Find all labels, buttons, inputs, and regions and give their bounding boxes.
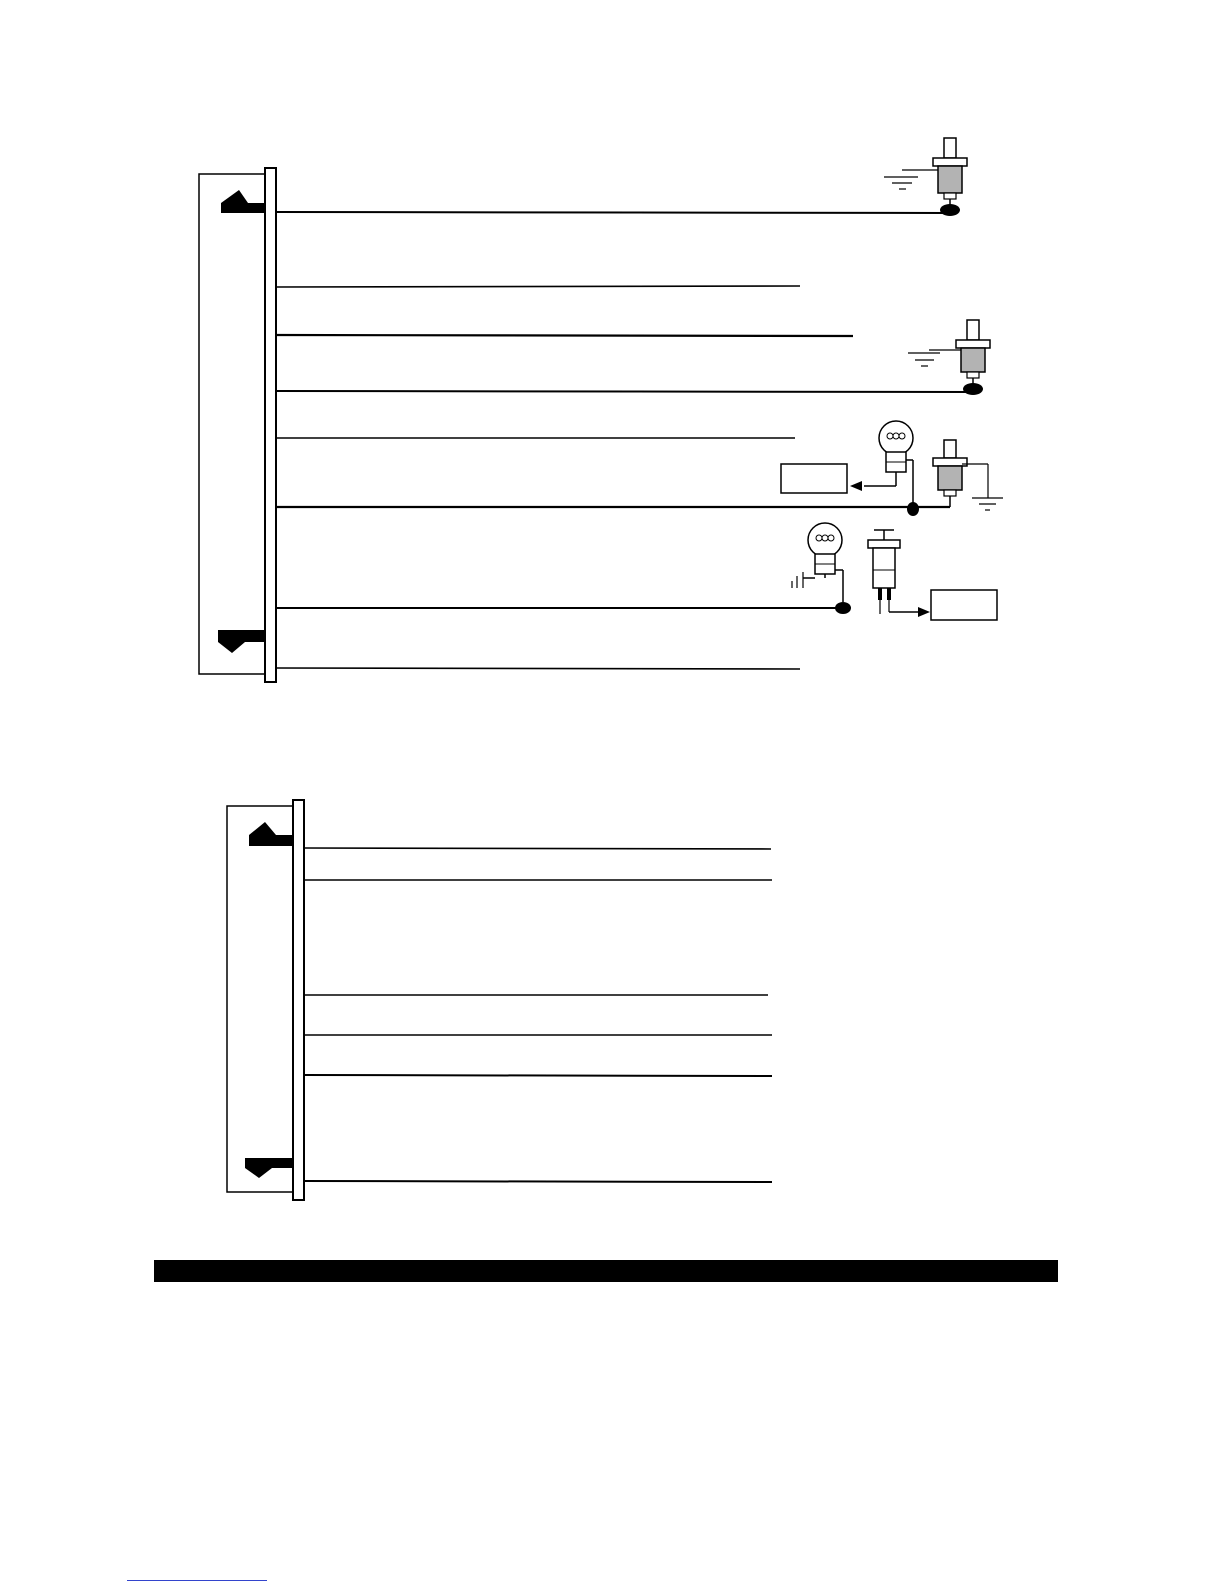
ground-symbol-icon bbox=[908, 353, 940, 366]
splice-dot-icon bbox=[907, 502, 919, 516]
ground-symbol-icon bbox=[972, 498, 1003, 510]
top-wire-8 bbox=[276, 668, 800, 669]
splice-dot-icon bbox=[963, 383, 983, 395]
ground-symbol-icon bbox=[884, 177, 918, 189]
bottom-connector-housing bbox=[227, 806, 293, 1192]
component-box-icon bbox=[931, 590, 997, 620]
bottom-wire-5 bbox=[304, 1075, 772, 1076]
bottom-connector-pin-strip bbox=[293, 800, 304, 1200]
pressure-switch-icon bbox=[933, 440, 988, 507]
ground-symbol-icon bbox=[792, 572, 803, 588]
section-divider-bar bbox=[154, 1260, 1058, 1282]
arrow-up-shape bbox=[221, 190, 265, 213]
top-wire-4 bbox=[276, 391, 973, 392]
top-connector-pin-strip bbox=[265, 168, 276, 682]
splice-dot-icon bbox=[835, 602, 851, 614]
top-wire-2 bbox=[276, 286, 800, 287]
top-connector-diagram bbox=[199, 138, 1003, 682]
top-wire-1 bbox=[276, 212, 950, 213]
light-bulb-icon bbox=[803, 523, 843, 602]
component-box-icon bbox=[781, 464, 847, 493]
bottom-wire-6 bbox=[304, 1181, 772, 1182]
splice-dot-icon bbox=[940, 204, 960, 216]
arrow-down-shape bbox=[218, 630, 265, 653]
arrow-down-shape bbox=[245, 1158, 293, 1178]
light-bulb-icon bbox=[850, 421, 913, 505]
bottom-connector-diagram bbox=[227, 800, 772, 1200]
push-button-switch-icon bbox=[868, 530, 930, 617]
footer-link[interactable] bbox=[127, 1560, 267, 1581]
pressure-switch-icon bbox=[929, 320, 990, 395]
bottom-wires bbox=[304, 848, 772, 1182]
top-wire-3 bbox=[276, 335, 853, 336]
arrow-up-shape bbox=[249, 822, 293, 846]
top-wires bbox=[276, 212, 973, 669]
top-connector-housing bbox=[199, 174, 265, 674]
bottom-wire-1 bbox=[304, 848, 771, 849]
